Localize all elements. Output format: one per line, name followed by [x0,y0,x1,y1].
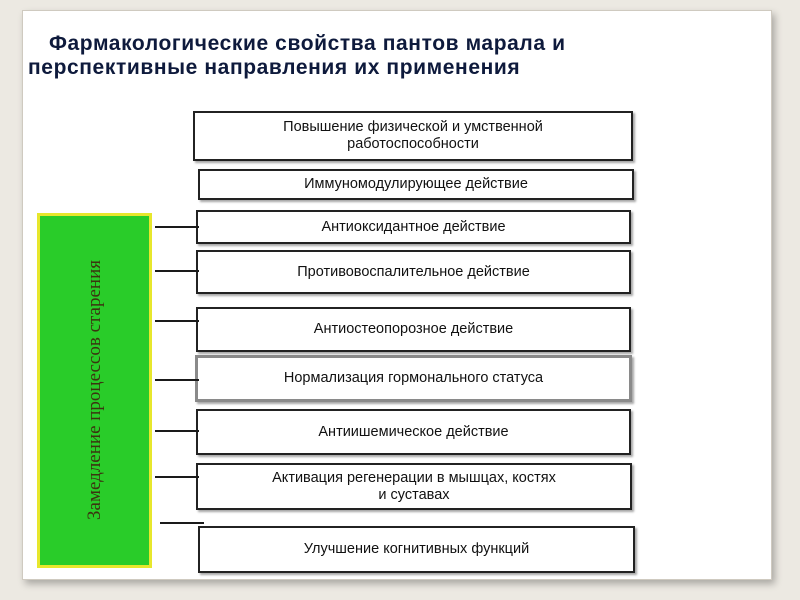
property-box-immunomodulatory: Иммуномодулирующее действие [198,169,634,200]
property-box-antioxidant: Антиоксидантное действие [196,210,631,244]
title-line-1: Фармакологические свойства пантов марала и [49,32,566,55]
connector-line [155,320,199,322]
property-box-performance: Повышение физической и умственной работоспособности [193,111,633,161]
connector-line [155,270,199,272]
slide-title [28,32,773,80]
aging-slowdown-label: Замедление процессов старения [84,260,105,520]
connector-line [160,522,204,524]
property-box-regeneration: Активация регенерации в мышцах, костях и суставах [196,463,632,510]
connector-line [155,430,199,432]
connector-line [155,476,199,478]
title-line-2: перспективные направления их применения [28,56,521,79]
property-box-anti-osteoporotic: Антиостеопорозное действие [196,307,631,352]
property-box-hormonal: Нормализация гормонального статуса [195,355,632,402]
property-box-anti-ischemic: Антиишемическое действие [196,409,631,455]
property-box-anti-inflammatory: Противовоспалительное действие [196,250,631,294]
connector-line [155,379,199,381]
connector-line [155,226,199,228]
property-box-cognitive: Улучшение когнитивных функций [198,526,635,573]
